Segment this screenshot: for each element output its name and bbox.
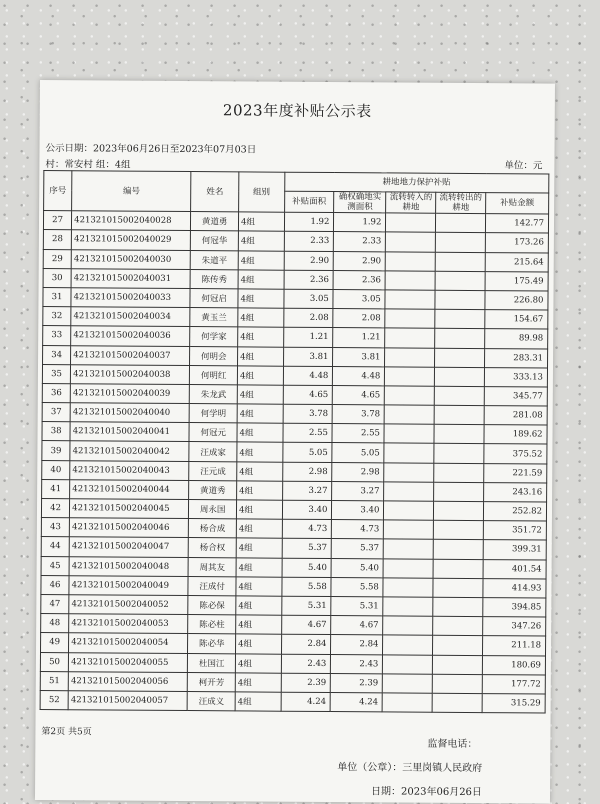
cell-amount: 347.26 (483, 617, 546, 637)
cell-code: 421321015002040054 (69, 633, 188, 653)
cell-confirmed-area: 5.58 (331, 577, 383, 597)
cell-group: 4组 (237, 481, 283, 501)
cell-seq: 31 (43, 287, 71, 306)
cell-seq: 36 (42, 383, 70, 402)
cell-amount: 215.64 (485, 252, 548, 272)
header-group: 组别 (239, 172, 285, 213)
cell-code: 421321015002040053 (69, 614, 188, 634)
cell-transfer-out (433, 636, 483, 656)
cell-transfer-in (385, 347, 435, 367)
cell-transfer-in (386, 213, 436, 233)
cell-group: 4组 (237, 442, 283, 462)
cell-confirmed-area: 2.98 (332, 462, 384, 482)
cell-name: 周其友 (188, 557, 236, 577)
cell-name: 何冠启 (190, 288, 238, 308)
cell-name: 汪成家 (189, 442, 237, 462)
cell-area: 4.24 (281, 692, 331, 712)
cell-transfer-out (434, 463, 484, 483)
issuing-unit: 单位（公章）：三里岗镇人民政府 (337, 762, 483, 775)
cell-name: 何明红 (190, 365, 238, 385)
cell-transfer-out (434, 501, 484, 521)
cell-group: 4组 (237, 366, 283, 386)
cell-name: 杜国江 (188, 653, 236, 673)
cell-transfer-in (384, 501, 434, 521)
cell-transfer-out (434, 520, 484, 540)
cell-amount: 211.18 (483, 636, 546, 656)
cell-group: 4组 (237, 423, 283, 443)
cell-transfer-out (433, 655, 483, 675)
cell-confirmed-area: 1.21 (333, 328, 385, 348)
cell-group: 4组 (238, 308, 284, 328)
cell-area: 5.37 (282, 539, 332, 559)
cell-seq: 28 (43, 230, 71, 249)
cell-amount: 315.29 (482, 693, 545, 713)
cell-transfer-out (433, 578, 483, 598)
cell-seq: 48 (41, 614, 69, 633)
cell-amount: 221.59 (484, 463, 547, 483)
cell-transfer-out (434, 425, 484, 445)
cell-seq: 29 (43, 249, 71, 268)
cell-area: 5.40 (282, 558, 332, 578)
cell-group: 4组 (235, 673, 281, 693)
cell-transfer-out (435, 367, 485, 387)
cell-seq: 27 (43, 211, 71, 230)
cell-seq: 41 (42, 479, 70, 498)
cell-transfer-out (434, 405, 484, 425)
cell-confirmed-area: 2.08 (333, 309, 385, 329)
cell-area: 2.39 (281, 673, 331, 693)
cell-area: 2.33 (284, 232, 334, 252)
cell-amount: 414.93 (483, 578, 546, 598)
cell-transfer-in (383, 674, 433, 694)
cell-amount: 283.31 (485, 348, 548, 368)
cell-seq: 46 (41, 575, 69, 594)
cell-seq: 34 (43, 345, 71, 364)
cell-transfer-in (385, 386, 435, 406)
cell-confirmed-area: 2.36 (333, 270, 385, 290)
cell-code: 421321015002040034 (71, 307, 190, 327)
cell-confirmed-area: 2.84 (331, 635, 383, 655)
cell-confirmed-area: 4.73 (332, 520, 384, 540)
cell-code: 421321015002040038 (71, 364, 190, 384)
cell-transfer-out (433, 559, 483, 579)
cell-transfer-out (432, 693, 482, 713)
cell-name: 何冠华 (191, 231, 239, 251)
cell-seq: 50 (40, 652, 68, 671)
cell-seq: 43 (41, 518, 69, 537)
cell-transfer-out (436, 233, 486, 253)
cell-code: 421321015002040057 (68, 691, 187, 711)
subsidy-table (40, 170, 550, 714)
cell-seq: 30 (43, 268, 71, 287)
cell-code: 421321015002040052 (69, 595, 188, 615)
cell-transfer-in (385, 309, 435, 329)
cell-name: 何明会 (190, 346, 238, 366)
cell-group: 4组 (235, 653, 281, 673)
cell-name: 陈传秀 (190, 269, 238, 289)
cell-seq: 37 (42, 403, 70, 422)
cell-transfer-out (433, 597, 483, 617)
cell-amount: 375.52 (484, 444, 547, 464)
cell-seq: 45 (41, 556, 69, 575)
cell-group: 4组 (236, 500, 282, 520)
cell-transfer-out (435, 290, 485, 310)
cell-transfer-in (386, 251, 436, 271)
supervision-phone: 监督电话： (427, 738, 478, 751)
cell-area: 3.78 (283, 404, 333, 424)
cell-amount: 351.72 (483, 521, 546, 541)
cell-area: 2.98 (282, 462, 332, 482)
cell-transfer-out (436, 213, 486, 233)
header-area: 补贴面积 (284, 191, 334, 212)
cell-code: 421321015002040028 (72, 211, 191, 231)
cell-transfer-in (385, 271, 435, 291)
cell-group: 4组 (237, 462, 283, 482)
cell-group: 4组 (236, 596, 282, 616)
cell-transfer-in (384, 443, 434, 463)
cell-seq: 38 (42, 422, 70, 441)
cell-name: 陈必柱 (188, 615, 236, 635)
cell-code: 421321015002040042 (70, 441, 189, 461)
header-transfer-out: 流转转出的耕地 (436, 192, 486, 213)
cell-transfer-in (382, 693, 432, 713)
cell-confirmed-area: 4.24 (330, 692, 382, 712)
cell-amount: 189.62 (484, 425, 547, 445)
cell-confirmed-area: 4.67 (331, 616, 383, 636)
cell-confirmed-area: 4.48 (333, 366, 385, 386)
cell-confirmed-area: 5.05 (332, 443, 384, 463)
cell-area: 3.27 (282, 481, 332, 501)
cell-code: 421321015002040049 (69, 575, 188, 595)
cell-transfer-in (384, 463, 434, 483)
cell-confirmed-area: 1.92 (334, 213, 386, 233)
cell-group: 4组 (238, 327, 284, 347)
cell-confirmed-area: 3.05 (333, 289, 385, 309)
cell-transfer-out (433, 616, 483, 636)
header-subsidy-group: 耕地地力保护补贴 (284, 172, 549, 193)
cell-code: 421321015002040039 (70, 384, 189, 404)
cell-group: 4组 (236, 519, 282, 539)
table-body (40, 211, 548, 713)
cell-code: 421321015002040029 (71, 230, 190, 250)
cell-name: 汪元成 (189, 461, 237, 481)
cell-amount: 142.77 (486, 214, 549, 234)
cell-area: 2.84 (281, 635, 331, 655)
cell-name: 汪成付 (188, 576, 236, 596)
cell-code: 421321015002040037 (71, 345, 190, 365)
cell-seq: 47 (41, 594, 69, 613)
cell-code: 421321015002040056 (68, 671, 187, 691)
notice-sheet (35, 80, 555, 804)
cell-code: 421321015002040040 (70, 403, 189, 423)
cell-amount: 154.67 (485, 310, 548, 330)
cell-group: 4组 (235, 692, 281, 712)
cell-transfer-in (383, 578, 433, 598)
cell-transfer-out (432, 674, 482, 694)
cell-name: 杨合成 (189, 519, 237, 539)
cell-group: 4组 (237, 404, 283, 424)
cell-group: 4组 (236, 577, 282, 597)
cell-name: 杨合权 (189, 538, 237, 558)
cell-area: 4.65 (283, 385, 333, 405)
cell-amount: 399.31 (483, 540, 546, 560)
cell-seq: 49 (41, 633, 69, 652)
cell-group: 4组 (236, 538, 282, 558)
cell-name: 朱龙武 (190, 384, 238, 404)
cell-code: 421321015002040048 (69, 556, 188, 576)
issue-date: 日期：2023年06月26日 (371, 786, 482, 799)
cell-amount: 226.80 (485, 291, 548, 311)
cell-amount: 173.26 (485, 233, 548, 253)
cell-area: 1.21 (283, 328, 333, 348)
cell-name: 周永国 (189, 500, 237, 520)
cell-transfer-in (383, 597, 433, 617)
header-code: 编号 (72, 171, 191, 212)
cell-transfer-in (383, 635, 433, 655)
cell-name: 何学家 (190, 327, 238, 347)
cell-transfer-out (435, 309, 485, 329)
cell-code: 421321015002040044 (70, 480, 189, 500)
cell-transfer-in (385, 290, 435, 310)
cell-transfer-out (435, 348, 485, 368)
cell-transfer-out (435, 329, 485, 349)
cell-name: 陈必保 (188, 595, 236, 615)
cell-transfer-out (434, 386, 484, 406)
cell-area: 4.48 (283, 366, 333, 386)
cell-amount: 177.72 (482, 674, 545, 694)
cell-transfer-in (383, 654, 433, 674)
cell-area: 2.36 (284, 270, 334, 290)
table-row (40, 690, 545, 713)
cell-confirmed-area: 3.81 (333, 347, 385, 367)
cell-code: 421321015002040045 (70, 499, 189, 519)
cell-area: 5.05 (282, 443, 332, 463)
cell-area: 2.90 (284, 251, 334, 271)
cell-group: 4组 (238, 250, 284, 270)
village-group-line: 村：常安村 组：4组 (45, 159, 131, 171)
cell-code: 421321015002040055 (69, 652, 188, 672)
cell-area: 5.31 (281, 596, 331, 616)
cell-area: 2.08 (283, 308, 333, 328)
cell-amount: 243.16 (484, 482, 547, 502)
cell-confirmed-area: 2.90 (334, 251, 386, 271)
cell-confirmed-area: 2.39 (331, 673, 383, 693)
cell-code: 421321015002040033 (71, 288, 190, 308)
cell-confirmed-area: 5.40 (331, 558, 383, 578)
cell-confirmed-area: 3.40 (332, 501, 384, 521)
cell-amount: 345.77 (484, 386, 547, 406)
cell-code: 421321015002040031 (71, 268, 190, 288)
cell-code: 421321015002040030 (71, 249, 190, 269)
cell-group: 4组 (238, 212, 284, 232)
cell-seq: 35 (42, 364, 70, 383)
cell-confirmed-area: 4.65 (333, 385, 385, 405)
cell-code: 421321015002040046 (69, 518, 188, 538)
cell-group: 4组 (238, 270, 284, 290)
cell-amount: 175.49 (485, 271, 548, 291)
cell-name: 黄道秀 (189, 480, 237, 500)
cell-amount: 252.82 (483, 502, 546, 522)
cell-code: 421321015002040041 (70, 422, 189, 442)
document-title: 2023年度补贴公示表 (222, 101, 372, 121)
cell-name: 汪成义 (187, 691, 235, 711)
cell-code: 421321015002040047 (69, 537, 188, 557)
cell-area: 4.67 (281, 615, 331, 635)
cell-area: 3.40 (282, 500, 332, 520)
cell-seq: 44 (41, 537, 69, 556)
cell-amount: 401.54 (483, 559, 546, 579)
cell-transfer-out (435, 271, 485, 291)
cell-transfer-in (384, 539, 434, 559)
cell-group: 4组 (236, 615, 282, 635)
cell-area: 3.05 (283, 289, 333, 309)
cell-group: 4组 (237, 385, 283, 405)
cell-name: 朱道平 (191, 250, 239, 270)
cell-area: 4.73 (282, 519, 332, 539)
cell-group: 4组 (238, 346, 284, 366)
cell-transfer-in (384, 424, 434, 444)
cell-name: 黄道勇 (191, 212, 239, 232)
page-info: 第2页 共5页 (41, 727, 92, 738)
cell-confirmed-area: 2.43 (331, 654, 383, 674)
cell-transfer-in (386, 232, 436, 252)
cell-transfer-in (384, 520, 434, 540)
cell-transfer-in (385, 328, 435, 348)
cell-confirmed-area: 3.78 (332, 405, 384, 425)
cell-transfer-out (435, 252, 485, 272)
header-amount: 补贴金额 (486, 193, 549, 214)
cell-group: 4组 (236, 634, 282, 654)
cell-code: 421321015002040036 (71, 326, 190, 346)
header-transfer-in: 流转转入的耕地 (386, 192, 436, 213)
header-confirmed-area: 确权确地实测面积 (334, 192, 386, 213)
publication-date-line: 公示日期：2023年06月26日至2023年07月03日 (45, 143, 257, 156)
cell-amount: 281.08 (484, 406, 547, 426)
cell-amount: 180.69 (482, 655, 545, 675)
cell-seq: 33 (43, 326, 71, 345)
cell-seq: 42 (41, 499, 69, 518)
cell-seq: 51 (40, 671, 68, 690)
cell-amount: 394.85 (483, 598, 546, 618)
cell-name: 何冠元 (189, 423, 237, 443)
cell-area: 5.58 (281, 577, 331, 597)
cell-area: 2.43 (281, 654, 331, 674)
cell-name: 陈必华 (188, 634, 236, 654)
cell-code: 421321015002040043 (70, 460, 189, 480)
cell-name: 柯开芳 (188, 672, 236, 692)
cell-transfer-out (433, 540, 483, 560)
cell-confirmed-area: 5.31 (331, 596, 383, 616)
cell-seq: 32 (43, 307, 71, 326)
cell-seq: 52 (40, 690, 68, 709)
cell-group: 4组 (238, 289, 284, 309)
cell-transfer-in (384, 405, 434, 425)
cell-amount: 89.98 (485, 329, 548, 349)
cell-group: 4组 (236, 557, 282, 577)
cell-name: 黄玉兰 (190, 308, 238, 328)
header-name: 姓名 (191, 172, 239, 213)
cell-group: 4组 (238, 231, 284, 251)
cell-confirmed-area: 3.27 (332, 481, 384, 501)
cell-transfer-in (384, 482, 434, 502)
header-seq: 序号 (44, 171, 72, 211)
cell-seq: 39 (42, 441, 70, 460)
cell-transfer-in (385, 367, 435, 387)
cell-transfer-out (434, 482, 484, 502)
currency-unit: 单位：元 (504, 160, 543, 172)
cell-amount: 333.13 (484, 367, 547, 387)
cell-transfer-out (434, 444, 484, 464)
cell-confirmed-area: 2.33 (334, 232, 386, 252)
cell-area: 2.55 (283, 423, 333, 443)
cell-seq: 40 (42, 460, 70, 479)
cell-confirmed-area: 5.37 (332, 539, 384, 559)
cell-confirmed-area: 2.55 (332, 424, 384, 444)
cell-transfer-in (383, 616, 433, 636)
cell-area: 1.92 (284, 212, 334, 232)
cell-transfer-in (383, 558, 433, 578)
cell-area: 3.81 (283, 347, 333, 367)
cell-name: 何学明 (189, 404, 237, 424)
